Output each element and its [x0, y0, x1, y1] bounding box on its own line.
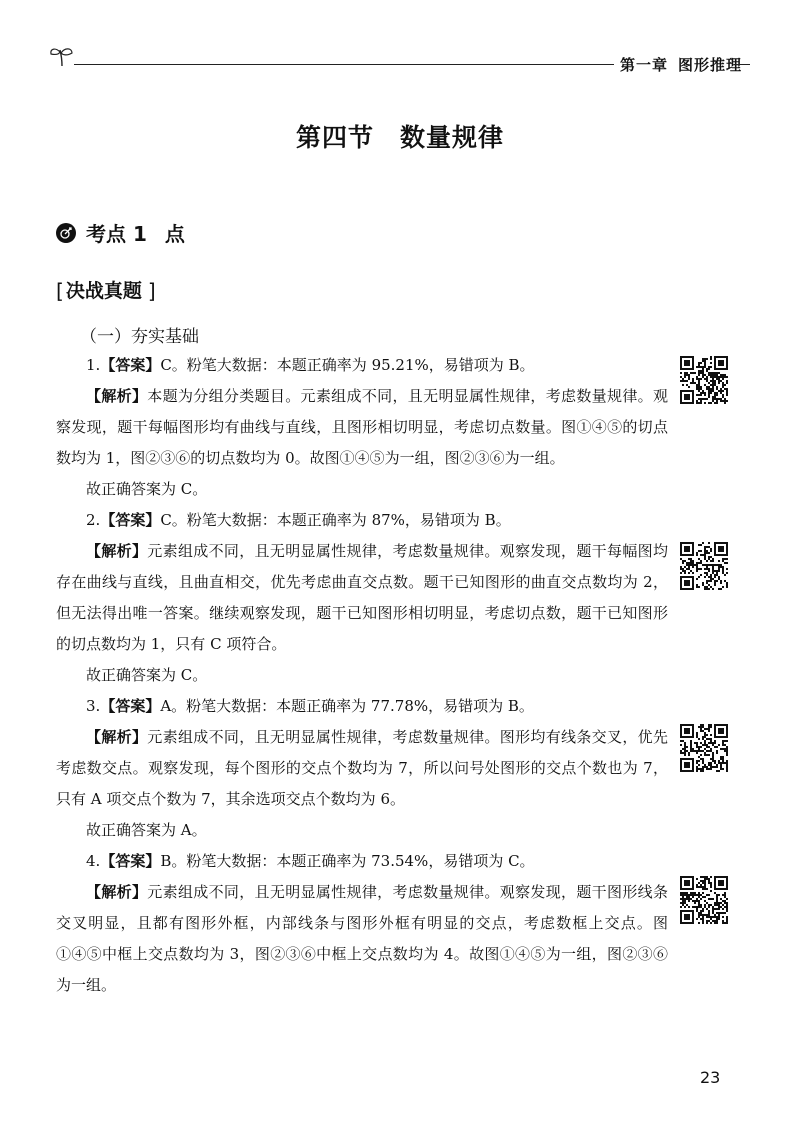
- bracket-heading: [56, 276, 156, 303]
- header-rule-left: [74, 64, 614, 65]
- target-icon: [56, 223, 76, 243]
- point-heading: [56, 218, 185, 247]
- header-rule-right: [734, 64, 750, 65]
- q3-answer-line: [56, 691, 668, 722]
- sub-heading: （一）夯实基础: [80, 327, 199, 347]
- qr-code-q3[interactable]: [680, 724, 728, 772]
- q3-analysis: [56, 722, 668, 815]
- q3-answer-text: A。粉笔大数据：本题正确率为 77.78%，易错项为 B。: [160, 697, 534, 715]
- q2-answer-line: [56, 505, 668, 536]
- q1-answer-text: C。粉笔大数据：本题正确率为 95.21%，易错项为 B。: [160, 356, 535, 374]
- q1-conclusion: 故正确答案为 C。: [86, 480, 208, 498]
- page-number: 23: [700, 1068, 721, 1087]
- q2-answer-tag: 【答案】: [100, 511, 161, 529]
- qr-code-q2[interactable]: [680, 542, 728, 590]
- q3-analysis-tag: 【解析】: [86, 728, 148, 746]
- running-header: [40, 42, 750, 72]
- q1-analysis-tag: 【解析】: [86, 387, 148, 405]
- q3-answer-tag: 【答案】: [100, 697, 161, 715]
- q1-num: 1.: [86, 356, 101, 374]
- point-label: 考点 1: [86, 222, 147, 246]
- qr-code-q1[interactable]: [680, 356, 728, 404]
- q4-answer-text: B。粉笔大数据：本题正确率为 73.54%，易错项为 C。: [160, 852, 535, 870]
- q1-answer-line: [56, 350, 668, 381]
- q3-analysis-text: 元素组成不同，且无明显属性规律，考虑数量规律。图形均有线条交叉，优先考虑数交点。观察发现，每个图形的交点个数均为 7，所以问号处图形的交点个数也为 7，只有 A 项交点个数为 7，其余选项交点个数均为 6。: [56, 728, 668, 808]
- header-chapter: 第一章: [620, 56, 669, 74]
- q2-analysis-text: 元素组成不同，且无明显属性规律，考虑数量规律。观察发现，题干每幅图均存在曲线与直线，且曲直相交，优先考虑曲直交点数。题干已知图形的曲直交点数均为 2，但无法得出唯一答案。继续观察发现，题干已知图形相切明显，考虑切点数，题干已知图形的切点数均为 1，只有 C 项符合。: [56, 542, 668, 653]
- q1-analysis: [56, 381, 668, 474]
- header-text: [620, 54, 743, 75]
- qr-code-q4[interactable]: [680, 876, 728, 924]
- section-name: 数量规律: [400, 123, 505, 152]
- q2-conclusion: 故正确答案为 C。: [86, 666, 208, 684]
- q2-analysis-tag: 【解析】: [86, 542, 148, 560]
- q1-analysis-text: 本题为分组分类题目。元素组成不同，且无明显属性规律，考虑数量规律。观察发现，题干每幅图形均有曲线与直线，且图形相切明显，考虑切点数量。图①④⑤的切点数均为 1，图②③⑥的切点数均为 0。故图①④⑤为一组，图②③⑥为一组。: [56, 387, 668, 467]
- q2-answer-text: C。粉笔大数据：本题正确率为 87%，易错项为 B。: [160, 511, 511, 529]
- q1-answer-tag: 【答案】: [100, 356, 161, 374]
- q3-num: 3.: [86, 697, 101, 715]
- q4-answer-line: [56, 846, 668, 877]
- q4-analysis-text: 元素组成不同，且无明显属性规律，考虑数量规律。观察发现，题干图形线条交叉明显，且都有图形外框，内部线条与图形外框有明显的交点，考虑数框上交点。图①④⑤中框上交点数均为 3，图②③⑥中框上交点数均为 4。故图①④⑤为一组，图②③⑥为一组。: [56, 883, 668, 994]
- sprout-icon: [48, 44, 76, 68]
- bracket-heading-text: 决战真题: [65, 280, 142, 302]
- q2-analysis: [56, 536, 668, 660]
- header-topic: 图形推理: [678, 56, 743, 74]
- q4-analysis: [56, 877, 668, 1001]
- q4-num: 4.: [86, 852, 101, 870]
- q3-conclusion: 故正确答案为 A。: [86, 821, 207, 839]
- section-title: [0, 118, 800, 154]
- point-name: 点: [164, 222, 185, 246]
- q4-answer-tag: 【答案】: [100, 852, 161, 870]
- q4-analysis-tag: 【解析】: [86, 883, 148, 901]
- section-label: 第四节: [295, 123, 374, 152]
- bracket-right: ]: [147, 279, 156, 303]
- bracket-left: [: [56, 279, 64, 303]
- q2-num: 2.: [86, 511, 101, 529]
- answer-body: [56, 350, 668, 1001]
